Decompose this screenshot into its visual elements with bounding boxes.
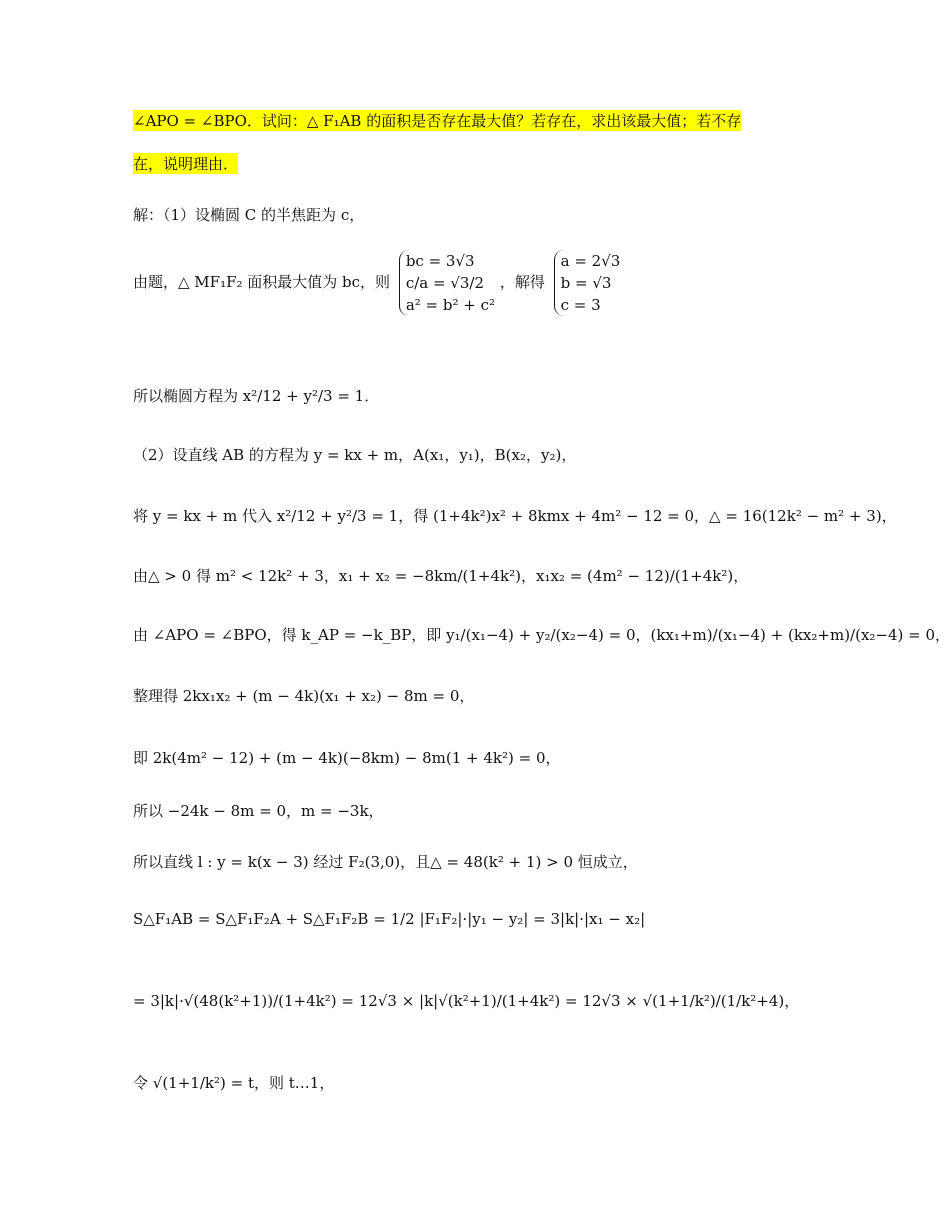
system2-row-2: b = √3 <box>560 274 612 292</box>
text-line-4 <box>133 250 620 316</box>
text-line-13: 所以直线 l : y = k(x − 3) 经过 F₂(3,0)，且△ = 48(k² + 1) > 0 恒成立， <box>133 853 638 871</box>
text-line-10: 整理得 2kx₁x₂ + (m − 4k)(x₁ + x₂) − 8m = 0， <box>133 687 475 705</box>
text-line-5: 所以椭圆方程为 x²/12 + y²/3 = 1． <box>133 387 380 405</box>
text-line-3: 解：（1）设椭圆 C 的半焦距为 c， <box>133 206 365 224</box>
system-of-equations-1 <box>399 250 495 316</box>
text-line-7: 将 y = kx + m 代入 x²/12 + y²/3 = 1，得 (1+4k²)x² + 8kmx + 4m² − 12 = 0，△ = 16(12k² − m² + 3)， <box>133 507 897 525</box>
text-line-2: 在，说明理由． <box>133 155 239 173</box>
text-line-1: ∠APO = ∠BPO．试问：△ F₁AB 的面积是否存在最大值？若存在，求出该最大值；若不存 <box>133 112 742 130</box>
system1-row-1: bc = 3√3 <box>405 252 475 270</box>
text-line-15: = 3|k|·√(48(k²+1))/(1+4k²) = 12√3 × |k|√(k²+1)/(1+4k²) = 12√3 × √(1+1/k²)/(1/k²+4)， <box>133 992 800 1010</box>
text-line-8: 由△ > 0 得 m² < 12k² + 3，x₁ + x₂ = −8km/(1+4k²)，x₁x₂ = (4m² − 12)/(1+4k²)， <box>133 567 749 585</box>
system2-row-1: a = 2√3 <box>560 252 621 270</box>
text-line-12: 所以 −24k − 8m = 0，m = −3k， <box>133 802 384 820</box>
l4-prefix: 由题，△ MF₁F₂ 面积最大值为 bc，则 <box>133 273 391 291</box>
text-line-6: （2）设直线 AB 的方程为 y = kx + m，A(x₁，y₁)，B(x₂，y₂)， <box>133 446 577 464</box>
text-line-16: 令 √(1+1/k²) = t，则 t…1， <box>133 1074 335 1092</box>
text-line-9: 由 ∠APO = ∠BPO，得 k_AP = −k_BP，即 y₁/(x₁−4) + y₂/(x₂−4) = 0，(kx₁+m)/(x₁−4) + (kx₂+m)/(x₂−4) = 0， <box>133 626 950 644</box>
text-line-11: 即 2k(4m² − 12) + (m − 4k)(−8km) − 8m(1 + 4k²) = 0， <box>133 749 561 767</box>
system2-row-3: c = 3 <box>560 296 601 314</box>
system1-row-3: a² = b² + c² <box>405 296 496 314</box>
system1-row-2: c/a = √3/2 <box>405 274 485 292</box>
text-line-14: S△F₁AB = S△F₁F₂A + S△F₁F₂B = 1/2 |F₁F₂|·|y₁ − y₂| = 3|k|·|x₁ − x₂| <box>133 910 646 928</box>
l4-middle: ，解得 <box>499 273 545 291</box>
system-of-equations-2 <box>554 250 621 316</box>
